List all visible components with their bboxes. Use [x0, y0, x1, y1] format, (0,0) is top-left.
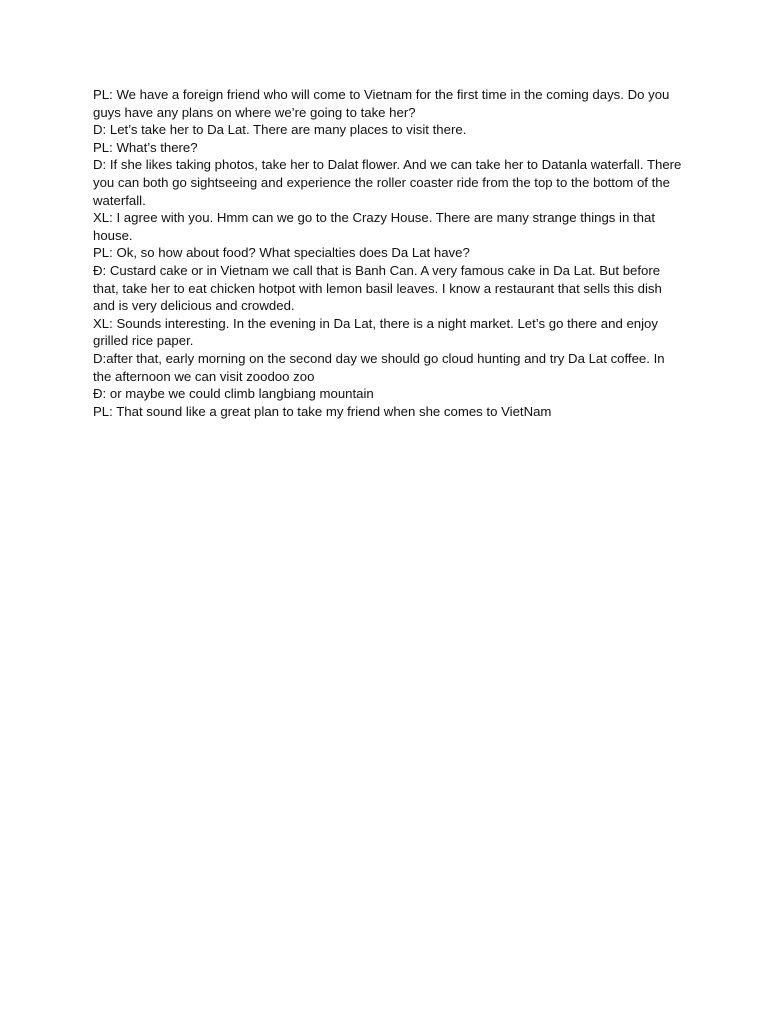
speaker-label: PL :: [93, 140, 116, 155]
line-text: or maybe we could climb langbiang mountain: [109, 386, 374, 402]
dialogue-line: [93, 244, 683, 262]
dialogue-line: [93, 262, 683, 315]
dialogue-line: [93, 121, 683, 139]
speaker-label: Đ :: [93, 263, 110, 278]
speaker-label: XL :: [93, 316, 116, 331]
dialogue-line: [93, 86, 683, 121]
line-text: We have a foreign friend who will come to Vietnam for the first time in the coming days. Do you guys have any plans on where we’re going to take her?: [93, 87, 670, 120]
speaker-label: PL :: [93, 404, 116, 419]
line-text: after that, early morning on the second day we should go cloud hunting and try Da Lat coffee. In the afternoon we can visit zoodoo zoo: [93, 350, 665, 384]
speaker-label: PL :: [93, 245, 116, 260]
dialogue-line: [93, 139, 683, 157]
speaker-label: PL :: [93, 87, 116, 102]
line-text: Ok, so how about food? What specialties does Da Lat have?: [116, 245, 470, 261]
dialogue-line: [93, 315, 683, 350]
line-text: If she likes taking photos, take her to Dalat flower. And we can take her to Datanla waterfall. There you can both go sightseeing and experience the roller coaster ride from the top to the bottom of the waterfall.: [93, 157, 682, 208]
speaker-label: D :: [93, 351, 106, 366]
line-text: What’s there?: [116, 139, 198, 155]
speaker-label: XL :: [93, 210, 116, 225]
line-text: That sound like a great plan to take my friend when she comes to VietNam: [116, 403, 552, 419]
line-text: Let’s take her to Da Lat. There are many places to visit there.: [109, 122, 467, 138]
dialogue-text: [93, 86, 683, 420]
speaker-label: D :: [93, 157, 110, 172]
dialogue-line: [93, 385, 683, 403]
dialogue-line: [93, 156, 683, 209]
dialogue-line: [93, 403, 683, 421]
line-text: Custard cake or in Vietnam we call that is Banh Can. A very famous cake in Da Lat. But before that, take her to eat chicken hotpot with lemon basil leaves. I know a restaurant that sells this dish and is very delicious and crowded.: [93, 262, 662, 314]
dialogue-line: [93, 350, 683, 385]
speaker-label: Đ :: [93, 386, 110, 401]
dialogue-line: [93, 209, 683, 244]
speaker-label: D :: [93, 122, 110, 137]
line-text: I agree with you. Hmm can we go to the Crazy House. There are many strange things in that house.: [93, 210, 655, 243]
line-text: Sounds interesting. In the evening in Da Lat, there is a night market. Let’s go there and enjoy grilled rice paper.: [93, 315, 658, 349]
